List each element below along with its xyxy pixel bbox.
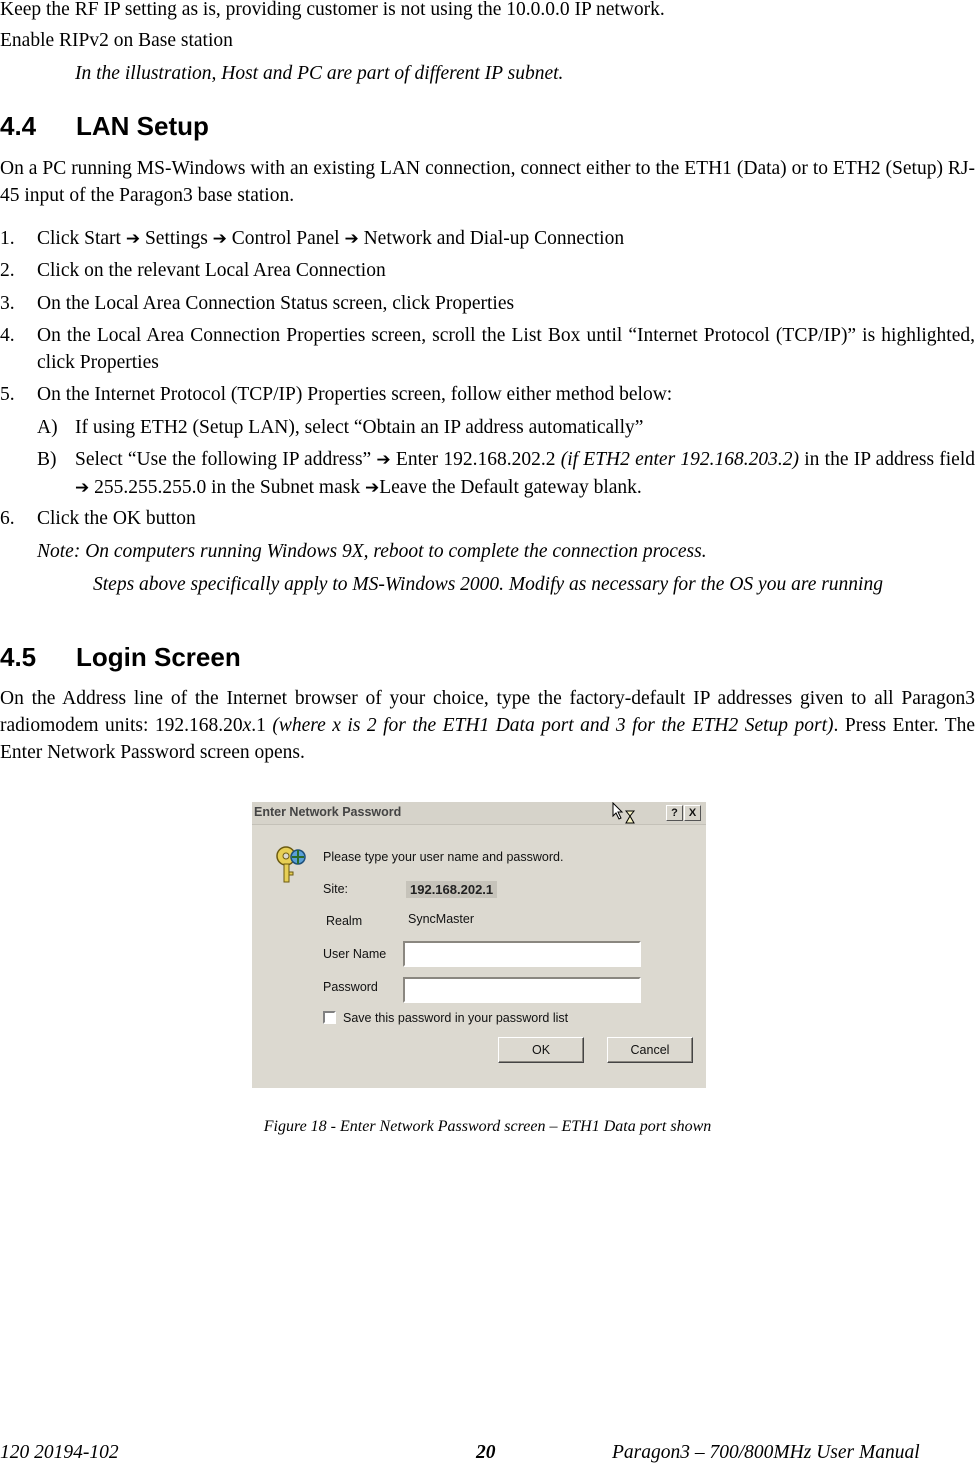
arrow-icon: ➔ bbox=[212, 229, 227, 249]
busy-cursor-icon bbox=[611, 802, 641, 828]
close-button[interactable]: X bbox=[684, 805, 701, 821]
dialog-title: Enter Network Password bbox=[254, 805, 402, 819]
dialog-title-bar bbox=[252, 802, 706, 825]
help-button[interactable]: ? bbox=[666, 805, 683, 821]
list-item: B) Select “Use the following IP address” ➔ Enter 192.168.202.2 (if ETH2 enter 192.168.203.2) in the IP address field ➔ 255.255.255.0 in the Subnet mask ➔Leave the Default gateway blank. bbox=[37, 449, 975, 498]
user-name-label: User Name bbox=[323, 947, 387, 961]
ok-button[interactable]: OK bbox=[498, 1037, 584, 1063]
figure-caption: Figure 18 - Enter Network Password screen – ETH1 Data port shown bbox=[263, 1118, 712, 1135]
list-item: 5. On the Internet Protocol (TCP/IP) Properties screen, follow either method below: bbox=[0, 384, 673, 405]
section-heading-lan-setup: 4.4 LAN Setup bbox=[0, 111, 209, 141]
section-heading-login-screen: 4.5 Login Screen bbox=[0, 642, 241, 672]
footer-doc-number: 120 20194-102 bbox=[0, 1442, 119, 1463]
site-value: 192.168.202.1 bbox=[406, 881, 497, 898]
list-item: 2. Click on the relevant Local Area Connection bbox=[0, 260, 386, 281]
password-label: Password bbox=[323, 980, 378, 994]
list-item: 3. On the Local Area Connection Status screen, click Properties bbox=[0, 293, 515, 314]
save-password-label: Save this password in your password list bbox=[343, 1011, 569, 1025]
arrow-icon: ➔ bbox=[376, 450, 391, 470]
list-item: A) If using ETH2 (Setup LAN), select “Obtain an IP address automatically” bbox=[37, 417, 644, 438]
arrow-icon: ➔ bbox=[344, 229, 359, 249]
note-windows-9x: Note: On computers running Windows 9X, reboot to complete the connection process. bbox=[37, 541, 707, 562]
arrow-icon: ➔ bbox=[364, 478, 380, 498]
lan-setup-paragraph: On a PC running MS-Windows with an existing LAN connection, connect either to the ETH1 (Data) or to ETH2 (Setup) RJ-45 input of the Paragon3 base station. bbox=[0, 158, 975, 206]
password-input[interactable] bbox=[403, 977, 641, 1003]
dialog-prompt: Please type your user name and password. bbox=[323, 850, 564, 864]
realm-label: Realm bbox=[326, 914, 363, 928]
user-name-input[interactable] bbox=[403, 941, 641, 967]
intro-line-2: Enable RIPv2 on Base station bbox=[0, 30, 233, 51]
list-item: 6. Click the OK button bbox=[0, 508, 196, 529]
intro-line-1: Keep the RF IP setting as is, providing customer is not using the 10.0.0.0 IP network. bbox=[0, 0, 665, 20]
realm-value: SyncMaster bbox=[408, 912, 474, 926]
site-label: Site: bbox=[323, 882, 349, 896]
enter-network-password-dialog bbox=[252, 802, 706, 1088]
arrow-icon: ➔ bbox=[75, 478, 90, 498]
footer-manual-title: Paragon3 – 700/800MHz User Manual bbox=[612, 1442, 920, 1463]
keys-icon bbox=[274, 844, 314, 886]
footer-page-number: 20 bbox=[476, 1442, 496, 1463]
intro-note: In the illustration, Host and PC are part of different IP subnet. bbox=[75, 63, 564, 84]
list-item: 1. Click Start ➔ Settings ➔ Control Panel ➔ Network and Dial-up Connection bbox=[0, 228, 625, 249]
list-item: 4. On the Local Area Connection Properties screen, scroll the List Box until “Internet Protocol (TCP/IP)” is highlighted, click Properties bbox=[0, 325, 975, 373]
save-password-checkbox[interactable] bbox=[323, 1011, 336, 1024]
login-screen-paragraph: On the Address line of the Internet browser of your choice, type the factory-default IP addresses given to all Paragon3 radiomodem units: 192.168.20x.1 (where x is 2 for the ETH1 Data port and 3 for the ETH2 Setup port). Press Enter. The Enter Network Password screen opens. bbox=[0, 688, 975, 763]
arrow-icon: ➔ bbox=[125, 229, 141, 249]
note-windows-2000: Steps above specifically apply to MS-Windows 2000. Modify as necessary for the OS you are running bbox=[93, 574, 883, 595]
cancel-button[interactable]: Cancel bbox=[607, 1037, 693, 1063]
